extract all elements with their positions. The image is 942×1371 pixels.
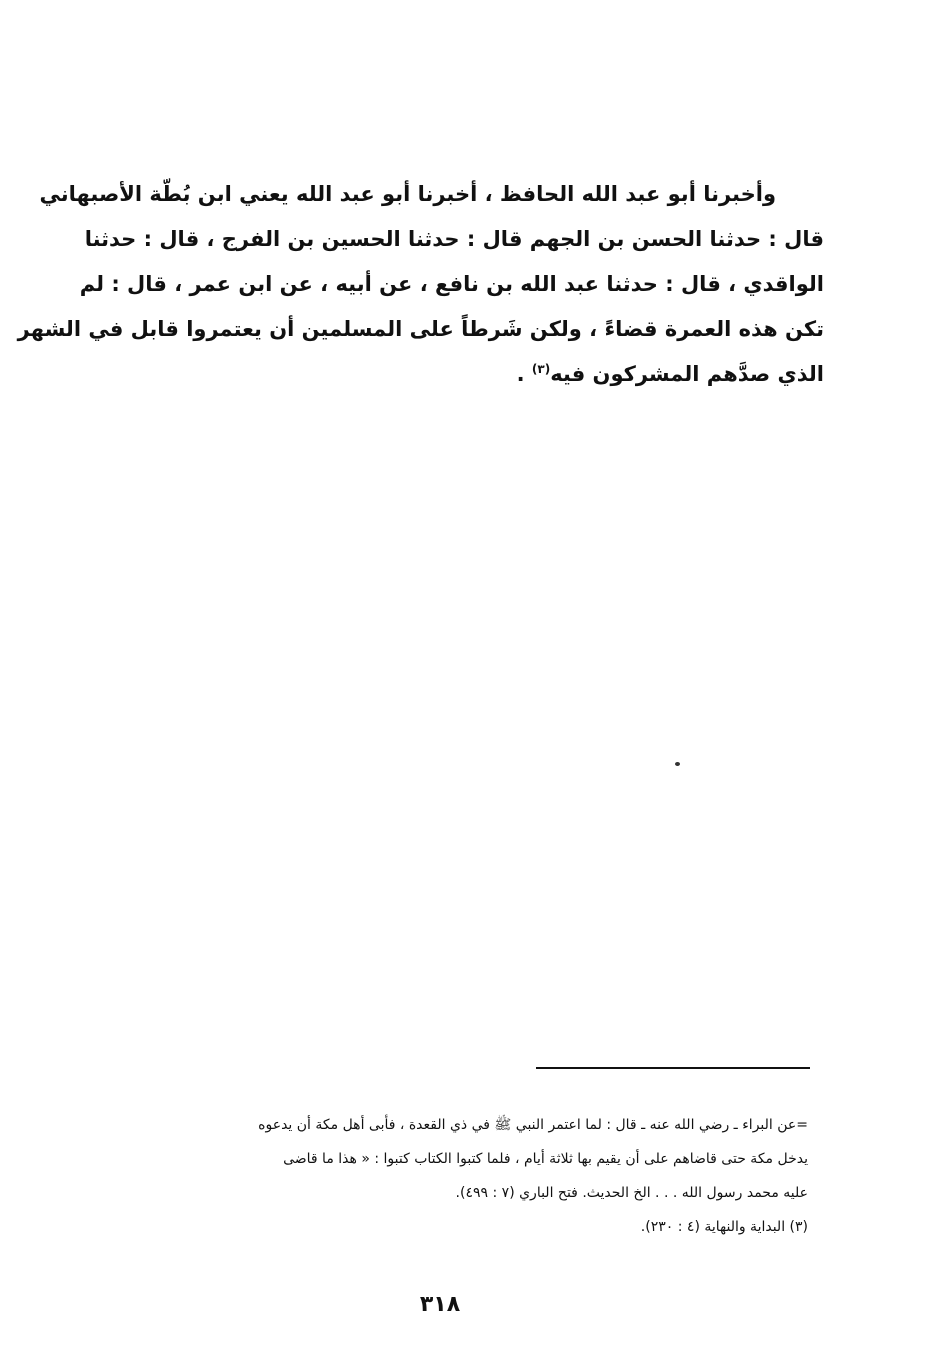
footnote-line: عليه محمد رسول الله . . . الخ الحديث. فتح الباري (٧ : ٤٩٩). [455, 1185, 808, 1201]
footnote-line: =عن البراء ـ رضي الله عنه ـ قال : لما اعتمر النبي ﷺ في ذي القعدة ، فأبى أهل مكة أن يدعوه [258, 1117, 808, 1133]
footnote-line: (٣) البداية والنهاية (٤ : ٢٣٠). [640, 1219, 808, 1235]
page-number: ٣١٨ [419, 1292, 461, 1317]
footnotes-block [86, 1108, 808, 1244]
main-text-end: . [516, 362, 532, 386]
footnote-separator [536, 1067, 810, 1069]
main-text-block [17, 172, 824, 397]
main-text-last-line [100, 352, 824, 397]
footnote-reference: (٣) [531, 362, 551, 376]
ink-speck [675, 762, 680, 766]
footnote-line: يدخل مكة حتى قاضاهم على أن يقيم بها ثلاثة أيام ، فلما كتبوا الكتاب كتبوا : « هذا ما قاضى [283, 1151, 808, 1167]
main-text-line: وأخبرنا أبو عبد الله الحافظ ، أخبرنا أبو عبد الله يعني ابن بُطّة الأصبهاني [39, 182, 776, 206]
main-text-line: قال : حدثنا الحسن بن الجهم قال : حدثنا الحسين بن الفرج ، قال : حدثنا [84, 227, 824, 251]
main-text-line: الواقدي ، قال : حدثنا عبد الله بن نافع ، عن أبيه ، عن ابن عمر ، قال : لم [79, 272, 824, 296]
main-text-line: الذي صدَّهم المشركون فيه [550, 362, 824, 386]
main-text-line: تكن هذه العمرة قضاءً ، ولكن شَرطاً على المسلمين أن يعتمروا قابل في الشهر [17, 317, 824, 341]
